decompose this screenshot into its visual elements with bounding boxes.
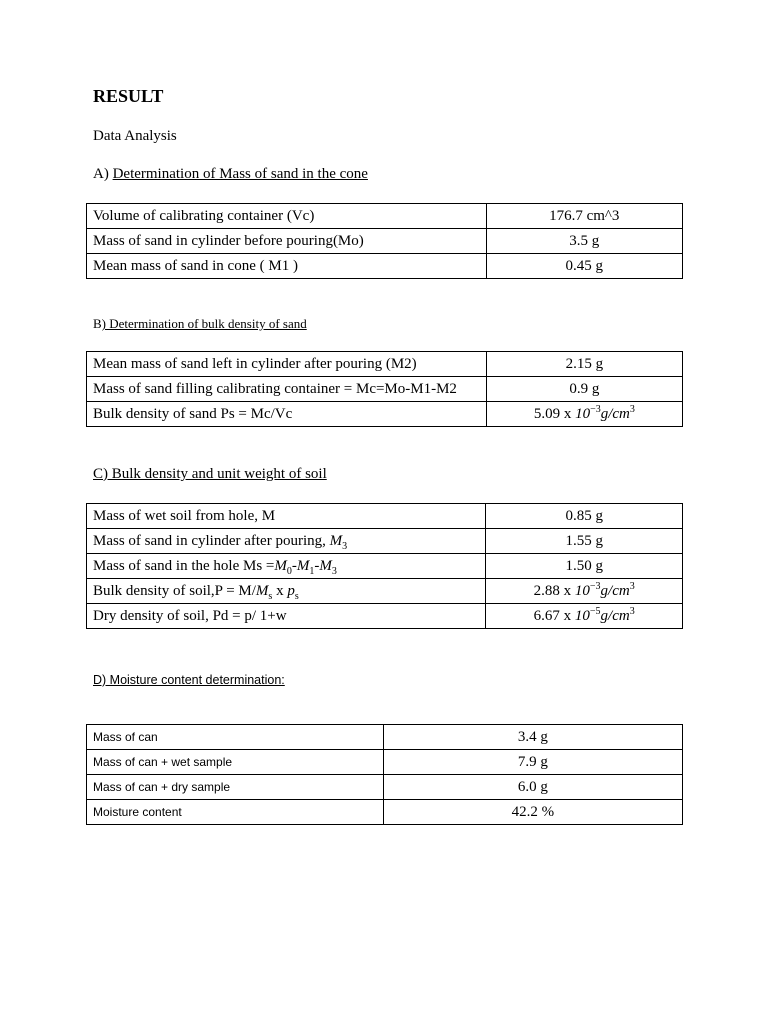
table-row bbox=[87, 800, 683, 825]
row-label bbox=[87, 529, 486, 554]
row-value bbox=[486, 604, 683, 629]
table-row bbox=[87, 554, 683, 579]
row-label: Mean mass of sand in cone ( M1 ) bbox=[87, 254, 487, 279]
label-subscript: 0 bbox=[286, 566, 292, 577]
data-analysis-subheading: Data Analysis bbox=[93, 128, 177, 144]
section-b-prefix: B bbox=[93, 316, 102, 331]
value-power-base: 10 bbox=[574, 583, 590, 599]
row-label: Mass of sand in cylinder before pouring(Mo) bbox=[87, 229, 487, 254]
section-a-title-text: Determination of Mass of sand in the cone bbox=[112, 166, 368, 182]
row-value bbox=[486, 402, 682, 427]
label-text: Mass of sand in cylinder after pouring, bbox=[93, 533, 330, 549]
row-label: Bulk density of sand Ps = Mc/Vc bbox=[87, 402, 487, 427]
label-operator: - bbox=[314, 558, 320, 574]
value-power-base: 10 bbox=[575, 406, 591, 422]
label-subscript: 3 bbox=[342, 541, 348, 552]
section-b-title bbox=[93, 316, 307, 332]
row-label bbox=[87, 554, 486, 579]
row-label: Mass of sand filling calibrating container = Mc=Mo-M1-M2 bbox=[87, 377, 487, 402]
result-heading: RESULT bbox=[93, 86, 164, 106]
row-value: 176.7 cm^3 bbox=[486, 204, 683, 229]
value-unit-exponent: 3 bbox=[629, 606, 635, 617]
row-label: Moisture content bbox=[87, 800, 384, 825]
value-unit: g/cm bbox=[600, 406, 630, 422]
value-exponent: −5 bbox=[589, 606, 601, 617]
table-row bbox=[87, 604, 683, 629]
label-subscript: 3 bbox=[331, 566, 337, 577]
row-label bbox=[87, 579, 486, 604]
section-b-title-text: ) Determination of bulk density of sand bbox=[101, 316, 307, 331]
table-row bbox=[87, 402, 683, 427]
row-value: 3.5 g bbox=[486, 229, 683, 254]
label-variable: M bbox=[329, 533, 343, 549]
value-coefficient: 6.67 x bbox=[533, 608, 575, 624]
table-row bbox=[87, 529, 683, 554]
table-row bbox=[87, 377, 683, 402]
section-b-table bbox=[86, 351, 683, 427]
row-label: Dry density of soil, Pd = p/ 1+w bbox=[87, 604, 486, 629]
row-value: 0.85 g bbox=[486, 504, 683, 529]
row-value: 1.50 g bbox=[486, 554, 683, 579]
row-value: 3.4 g bbox=[383, 725, 682, 750]
row-value bbox=[486, 579, 683, 604]
value-exponent: −3 bbox=[589, 581, 601, 592]
table-row bbox=[87, 725, 683, 750]
section-d-title: D) Moisture content determination: bbox=[93, 673, 285, 687]
value-unit-exponent: 3 bbox=[629, 404, 635, 415]
row-label: Mean mass of sand left in cylinder after pouring (M2) bbox=[87, 352, 487, 377]
label-variable-ms: M bbox=[255, 583, 269, 599]
table-row bbox=[87, 352, 683, 377]
row-value: 1.55 g bbox=[486, 529, 683, 554]
table-row bbox=[87, 254, 683, 279]
value-coefficient: 2.88 x bbox=[533, 583, 575, 599]
label-subscript: s bbox=[294, 591, 299, 602]
label-variable-m3: M bbox=[319, 558, 332, 574]
value-unit: g/cm bbox=[600, 608, 630, 624]
table-row bbox=[87, 579, 683, 604]
row-value: 2.15 g bbox=[486, 352, 682, 377]
value-unit: g/cm bbox=[600, 583, 630, 599]
label-operator: - bbox=[291, 558, 297, 574]
table-row bbox=[87, 204, 683, 229]
row-value: 0.9 g bbox=[486, 377, 682, 402]
section-a-table bbox=[86, 203, 683, 279]
label-operator: x bbox=[272, 583, 288, 599]
table-row bbox=[87, 750, 683, 775]
row-value: 7.9 g bbox=[383, 750, 682, 775]
row-value: 0.45 g bbox=[486, 254, 683, 279]
label-variable-m1: M bbox=[296, 558, 310, 574]
label-text: Bulk density of soil,P = M/ bbox=[93, 583, 256, 599]
section-a-title bbox=[93, 166, 368, 183]
table-row bbox=[87, 504, 683, 529]
row-value: 42.2 % bbox=[383, 800, 682, 825]
label-text: Mass of sand in the hole Ms = bbox=[93, 558, 275, 574]
section-a-prefix: A) bbox=[93, 166, 109, 182]
label-variable-m0: M bbox=[274, 558, 287, 574]
table-row bbox=[87, 229, 683, 254]
table-row bbox=[87, 775, 683, 800]
label-subscript: 1 bbox=[309, 566, 315, 577]
row-value: 6.0 g bbox=[383, 775, 682, 800]
value-exponent: −3 bbox=[590, 404, 601, 415]
row-label: Volume of calibrating container (Vc) bbox=[87, 204, 487, 229]
row-label: Mass of wet soil from hole, M bbox=[87, 504, 486, 529]
section-c-table bbox=[86, 503, 683, 629]
row-label: Mass of can + dry sample bbox=[87, 775, 384, 800]
section-c-title: C) Bulk density and unit weight of soil bbox=[93, 466, 327, 482]
label-subscript: s bbox=[268, 591, 273, 602]
value-unit-exponent: 3 bbox=[629, 581, 635, 592]
row-label: Mass of can bbox=[87, 725, 384, 750]
label-variable-ps: p bbox=[287, 583, 295, 599]
value-power-base: 10 bbox=[574, 608, 590, 624]
value-coefficient: 5.09 x bbox=[533, 406, 576, 422]
row-label: Mass of can + wet sample bbox=[87, 750, 384, 775]
section-d-table bbox=[86, 724, 683, 825]
